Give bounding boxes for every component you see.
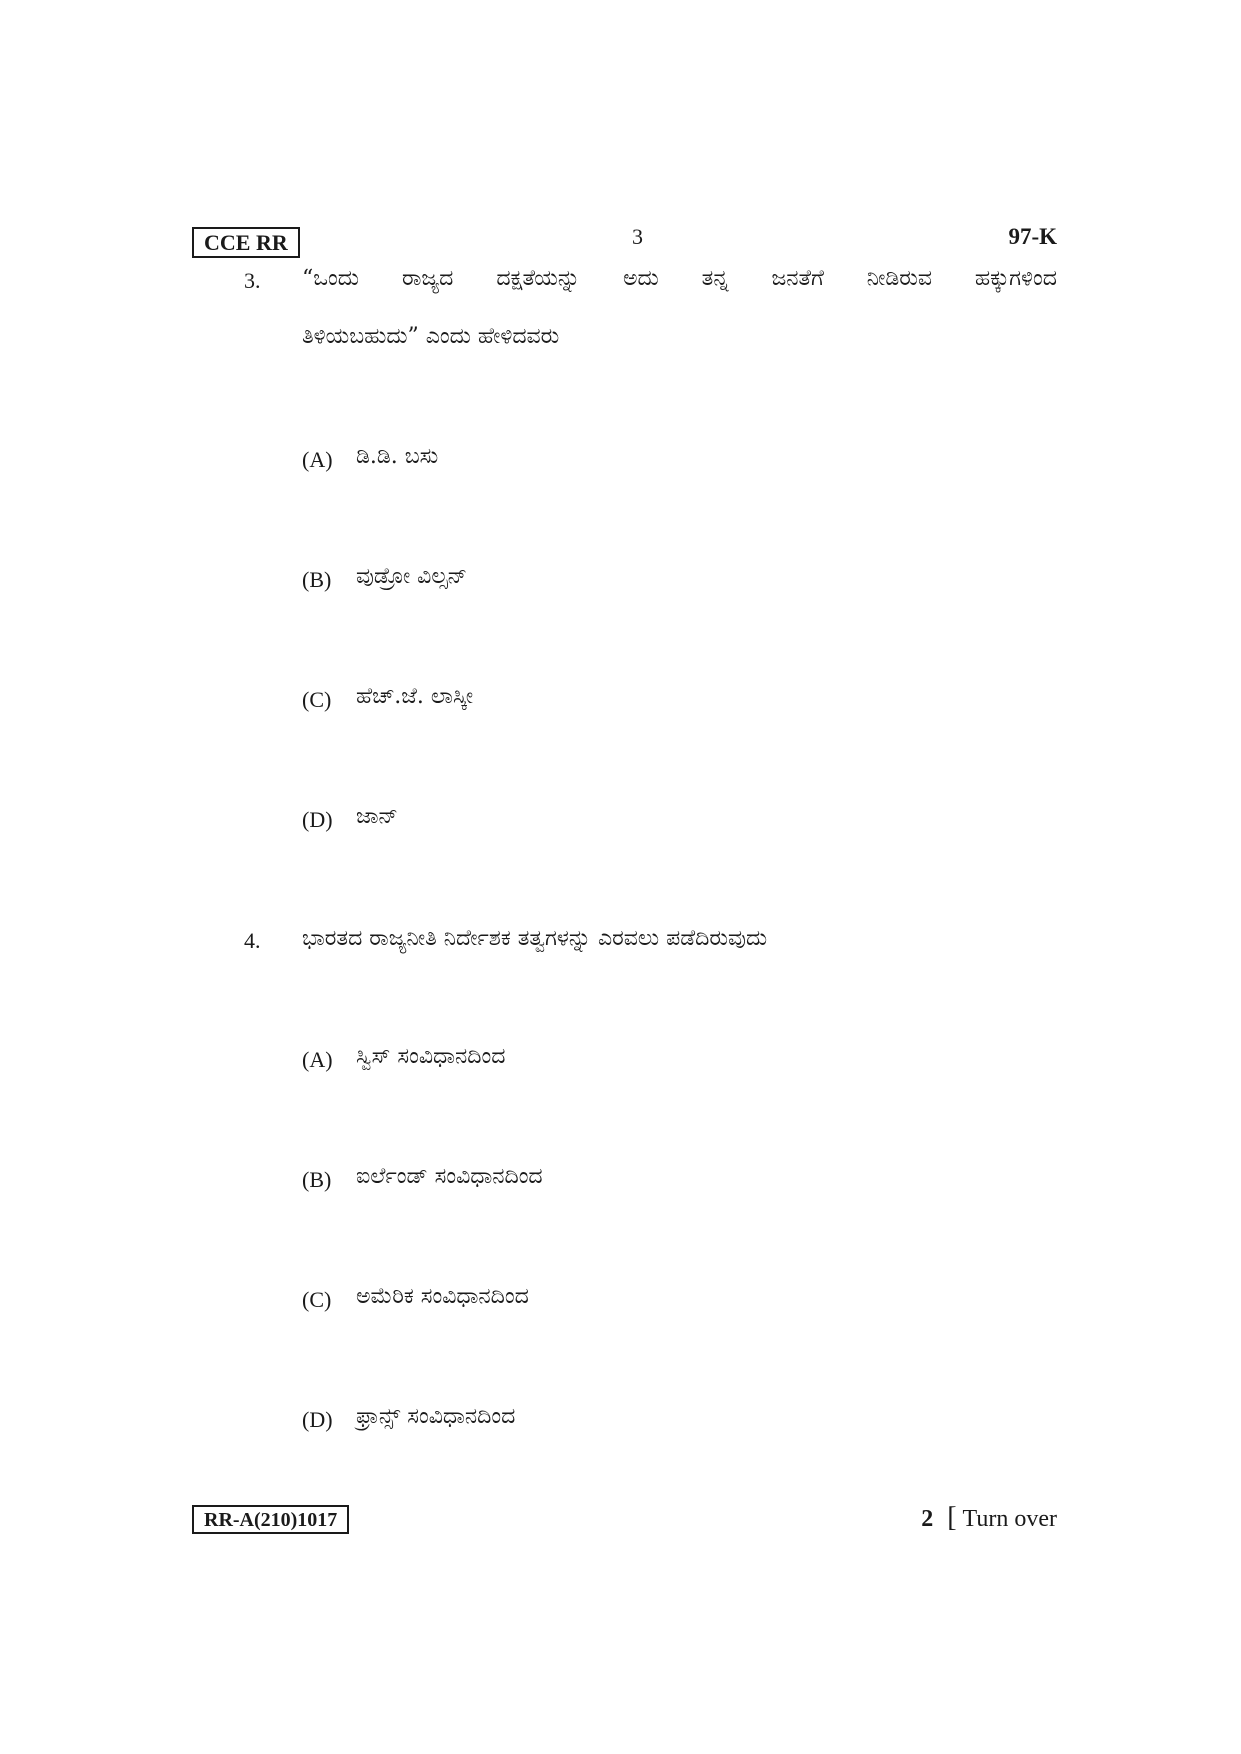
- question-3-option-c-label: (C): [302, 687, 332, 712]
- question-4-number: 4.: [244, 928, 261, 953]
- question-4-option-c-text: ಅಮೆರಿಕ ಸಂವಿಧಾನದಿಂದ: [356, 1284, 529, 1309]
- question-3-text-line-1: “ಒಂದು ರಾಜ್ಯದ ದಕ್ಷತೆಯನ್ನು ಅದು ತನ್ನ ಜನತೆಗೆ ನೀಡಿರುವ ಹಕ್ಕುಗಳಿಂದ: [302, 266, 1057, 291]
- question-4-option-b-text: ಐರ್ಲೆಂಡ್ ಸಂವಿಧಾನದಿಂದ: [356, 1164, 543, 1189]
- question-4-option-d-label: (D): [302, 1407, 333, 1432]
- question-3-option-c-text: ಹೆಚ್.ಜೆ. ಲಾಸ್ಕೀ: [356, 684, 474, 709]
- question-4-option-a-text: ಸ್ವಿಸ್ ಸಂವಿಧಾನದಿಂದ: [356, 1044, 506, 1069]
- question-4-option-a-label: (A): [302, 1047, 333, 1072]
- paper-code: 97-K: [1008, 224, 1057, 249]
- question-4-option-b-label: (B): [302, 1167, 332, 1192]
- question-4-text: ಭಾರತದ ರಾಜ್ಯನೀತಿ ನಿರ್ದೇಶಕ ತತ್ವಗಳನ್ನು ಎರವಲು ಪಡೆದಿರುವುದು: [302, 926, 768, 951]
- question-3-option-b-text: ವುಡ್ರೋ ವಿಲ್ಸನ್: [356, 564, 468, 589]
- header-code-box: CCE RR: [192, 227, 300, 258]
- question-3-option-a-label: (A): [302, 447, 333, 472]
- question-3-number: 3.: [244, 268, 261, 293]
- turn-over-label: Turn over: [962, 1506, 1057, 1532]
- footer-turn-over: [921, 1502, 1057, 1534]
- question-3-option-b-label: (B): [302, 567, 332, 592]
- question-3-option-a-text: ಡಿ.ಡಿ. ಬಸು: [356, 444, 439, 469]
- footer-page-number: 2: [921, 1506, 934, 1532]
- question-4-option-c-label: (C): [302, 1287, 332, 1312]
- footer-bracket: [: [947, 1502, 957, 1533]
- question-4-option-d-text: ಫ್ರಾನ್ಸ್ ಸಂವಿಧಾನದಿಂದ: [356, 1404, 516, 1429]
- question-3-option-d-text: ಜಾನ್: [356, 804, 398, 829]
- question-3-text-line-2: ತಿಳಿಯಬಹುದು” ಎಂದು ಹೇಳಿದವರು: [302, 324, 560, 349]
- footer-code-box: RR-A(210)1017: [192, 1505, 349, 1534]
- page-number: 3: [632, 224, 643, 249]
- question-3-option-d-label: (D): [302, 807, 333, 832]
